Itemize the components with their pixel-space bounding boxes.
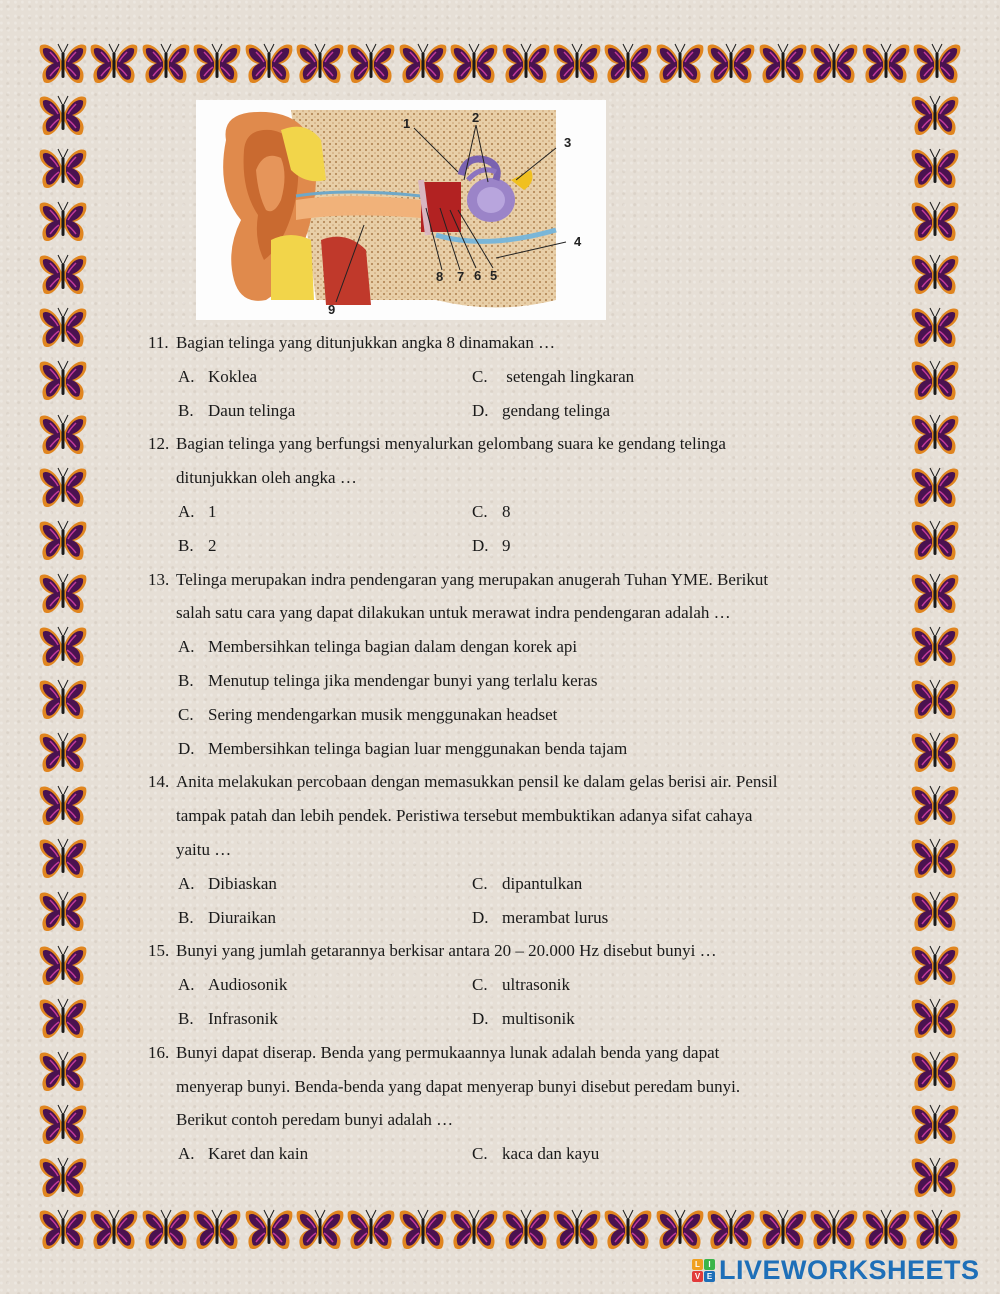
butterfly-icon [346,40,396,88]
answer-option[interactable] [178,739,627,758]
option-row [178,698,888,732]
ear-diagram [196,100,606,320]
option-text: merambat lurus [502,907,609,927]
question-text: Bunyi dapat diserap. Benda yang permukaannya lunak adalah benda yang dapat [176,1042,720,1062]
question-text: tampak patah dan lebih pendek. Peristiwa tersebut membuktikan adanya sifat cahaya [176,806,753,826]
answer-option[interactable] [178,671,597,690]
butterfly-icon [38,145,88,193]
butterfly-icon [295,40,345,88]
butterfly-icon [552,1206,602,1254]
option-row [178,360,888,394]
butterfly-icon [552,40,602,88]
answer-options [148,1137,888,1171]
option-row [178,1137,888,1171]
butterfly-icon [38,1154,88,1202]
option-row [178,901,888,935]
answer-option[interactable] [472,901,766,935]
option-text: ultrasonik [502,975,570,995]
answer-options [148,360,888,428]
option-row [178,394,888,428]
option-text: multisonik [502,1008,575,1028]
answer-option[interactable] [178,901,472,935]
option-text: Membersihkan telinga bagian dalam dengan korek api [208,637,578,657]
butterfly-icon [910,411,960,459]
question-number: 15. [148,941,170,961]
butterfly-icon [758,40,808,88]
butterfly-icon [706,40,756,88]
answer-option[interactable] [178,360,472,394]
butterfly-icon [655,40,705,88]
option-row [178,664,888,698]
option-letter: D. [472,400,489,420]
butterfly-icon [346,1206,396,1254]
butterfly-icon [603,1206,653,1254]
figure-label-3: 3 [564,135,572,150]
butterfly-icon [910,942,960,990]
butterfly-icon [38,517,88,565]
option-text: Diuraikan [208,907,276,927]
option-letter: A. [178,975,195,995]
option-letter: A. [178,1144,195,1164]
butterfly-icon [38,92,88,140]
option-letter: D. [472,535,489,555]
answer-options [148,495,888,563]
butterfly-icon [38,623,88,671]
question [148,427,888,495]
option-text: Menutup telinga jika mendengar bunyi yang terlalu keras [208,670,598,690]
butterfly-icon [910,517,960,565]
butterfly-icon [910,729,960,777]
butterfly-icon [38,40,88,88]
answer-options [148,968,888,1036]
butterfly-icon [910,676,960,724]
answer-option[interactable] [472,360,766,394]
option-letter: D. [178,738,195,758]
butterfly-icon [910,357,960,405]
question-text: Berikut contoh peredam bunyi adalah … [176,1110,454,1130]
option-letter: C. [472,1144,488,1164]
answer-option[interactable] [472,1137,766,1171]
answer-option[interactable] [472,867,766,901]
answer-option[interactable] [178,968,472,1002]
question [148,1036,888,1137]
option-text: Sering mendengarkan musik menggunakan headset [208,704,558,724]
answer-option[interactable] [178,867,472,901]
butterfly-icon [89,40,139,88]
butterfly-icon [910,145,960,193]
logo-letter: I [704,1259,715,1270]
option-row [178,495,888,529]
option-letter: A. [178,366,195,386]
question-text: Anita melakukan percobaan dengan memasukkan pensil ke dalam gelas berisi air. Pensil [176,772,778,792]
option-row [178,732,888,766]
option-text: 9 [502,535,511,555]
butterfly-icon [38,1048,88,1096]
ear-anatomy-figure [196,100,606,320]
question-text: yaitu … [176,839,232,859]
option-text: Dibiaskan [208,873,277,893]
liveworksheets-icon [692,1259,715,1282]
option-text: Daun telinga [208,400,296,420]
butterfly-icon [910,92,960,140]
butterfly-icon [501,40,551,88]
question-text: salah satu cara yang dapat dilakukan untuk merawat indra pendengaran adalah … [176,603,731,623]
question-number: 16. [148,1042,170,1062]
option-text: kaca dan kayu [502,1144,600,1164]
option-letter: C. [178,704,194,724]
question-text: Bagian telinga yang berfungsi menyalurkan gelombang suara ke gendang telinga [176,434,726,454]
option-letter: C. [472,873,488,893]
butterfly-icon [910,304,960,352]
answer-option[interactable] [472,1002,766,1036]
logo-letter: V [692,1271,703,1282]
butterfly-icon [910,623,960,671]
butterfly-icon [38,835,88,883]
option-letter: B. [178,670,194,690]
figure-label-6: 6 [474,268,482,283]
answer-options [148,630,888,765]
butterfly-icon [910,570,960,618]
butterfly-icon [449,40,499,88]
option-letter: A. [178,873,195,893]
question [148,563,888,631]
answer-option[interactable] [178,705,557,724]
answer-option[interactable] [178,1137,472,1171]
butterfly-icon [501,1206,551,1254]
butterfly-icon [912,40,962,88]
butterfly-icon [38,888,88,936]
answer-options [148,867,888,935]
figure-label-5: 5 [490,268,498,283]
butterfly-icon [38,942,88,990]
butterfly-icon [910,1101,960,1149]
butterfly-icon [38,676,88,724]
logo-letter: L [692,1259,703,1270]
butterfly-icon [449,1206,499,1254]
figure-label-2: 2 [472,110,480,125]
butterfly-icon [192,1206,242,1254]
answer-option[interactable] [178,529,472,563]
butterfly-icon [38,357,88,405]
option-letter: B. [178,907,194,927]
question-text: Bunyi yang jumlah getarannya berkisar antara 20 – 20.000 Hz disebut bunyi … [176,941,717,961]
question-list [148,326,888,1171]
butterfly-icon [38,251,88,299]
butterfly-icon [38,1101,88,1149]
figure-label-8: 8 [436,269,444,284]
option-text: Koklea [208,366,258,386]
butterfly-icon [295,1206,345,1254]
butterfly-icon [910,888,960,936]
question-text: Telinga merupakan indra pendengaran yang merupakan anugerah Tuhan YME. Berikut [176,569,769,589]
butterfly-icon [398,1206,448,1254]
butterfly-icon [809,40,859,88]
butterfly-icon [38,1206,88,1254]
answer-option[interactable] [178,495,472,529]
butterfly-icon [38,570,88,618]
option-letter: D. [472,1008,489,1028]
figure-label-9: 9 [328,302,336,317]
answer-option[interactable] [472,529,766,563]
butterfly-icon [141,40,191,88]
answer-option[interactable] [178,637,577,656]
butterfly-icon [706,1206,756,1254]
butterfly-icon [861,40,911,88]
butterfly-icon [244,1206,294,1254]
butterfly-icon [861,1206,911,1254]
option-row [178,630,888,664]
butterfly-icon [38,995,88,1043]
butterfly-icon [38,198,88,246]
butterfly-icon [244,40,294,88]
logo-letter: E [704,1271,715,1282]
question [148,326,888,360]
option-letter: C. [472,366,488,386]
border-left [38,92,90,1202]
butterfly-icon [910,198,960,246]
butterfly-icon [141,1206,191,1254]
option-text: 2 [208,535,217,555]
option-text: Membersihkan telinga bagian luar menggunakan benda tajam [208,738,628,758]
option-row [178,968,888,1002]
answer-option[interactable] [178,394,472,428]
butterfly-icon [910,995,960,1043]
butterfly-icon [38,782,88,830]
option-letter: C. [472,501,488,521]
option-text: setengah lingkaran [502,366,635,386]
question [148,765,888,866]
butterfly-icon [910,464,960,512]
option-row [178,1002,888,1036]
answer-option[interactable] [472,495,766,529]
question-text: menyerap bunyi. Benda-benda yang dapat menyerap bunyi disebut peredam bunyi. [176,1076,741,1096]
butterfly-icon [38,464,88,512]
border-right [910,92,962,1202]
butterfly-icon [38,304,88,352]
butterfly-icon [910,251,960,299]
question [148,934,888,968]
butterfly-icon [603,40,653,88]
border-bottom [38,1206,962,1256]
liveworksheets-logo [692,1254,980,1286]
question-number: 13. [148,569,170,589]
option-text: Infrasonik [208,1008,278,1028]
option-row [178,867,888,901]
option-text: dipantulkan [502,873,583,893]
butterfly-icon [398,40,448,88]
option-text: 8 [502,501,511,521]
butterfly-icon [910,835,960,883]
butterfly-icon [38,411,88,459]
figure-label-7: 7 [457,269,465,284]
option-letter: A. [178,501,195,521]
option-letter: D. [472,907,489,927]
option-text: 1 [208,501,217,521]
butterfly-icon [38,729,88,777]
question-number: 11. [148,333,169,352]
option-text: Audiosonik [208,975,288,995]
question-number: 12. [148,434,170,454]
question-number: 14. [148,772,170,792]
butterfly-icon [809,1206,859,1254]
option-text: Karet dan kain [208,1144,309,1164]
butterfly-icon [910,782,960,830]
option-letter: A. [178,637,195,657]
border-top [38,40,962,90]
butterfly-icon [192,40,242,88]
answer-option[interactable] [178,1002,472,1036]
option-letter: B. [178,1008,194,1028]
option-text: gendang telinga [502,400,611,420]
option-letter: B. [178,400,194,420]
butterfly-icon [910,1154,960,1202]
butterfly-icon [89,1206,139,1254]
answer-option[interactable] [472,394,766,428]
figure-label-4: 4 [574,234,582,249]
butterfly-icon [910,1048,960,1096]
question-text: Bagian telinga yang ditunjukkan angka 8 dinamakan … [176,333,556,352]
figure-label-1: 1 [403,116,411,131]
liveworksheets-brand: LIVEWORKSHEETS [719,1254,980,1285]
answer-option[interactable] [472,968,766,1002]
option-letter: B. [178,535,194,555]
question-text: ditunjukkan oleh angka … [176,468,357,488]
butterfly-icon [655,1206,705,1254]
butterfly-icon [912,1206,962,1254]
butterfly-icon [758,1206,808,1254]
option-row [178,529,888,563]
option-letter: C. [472,975,488,995]
